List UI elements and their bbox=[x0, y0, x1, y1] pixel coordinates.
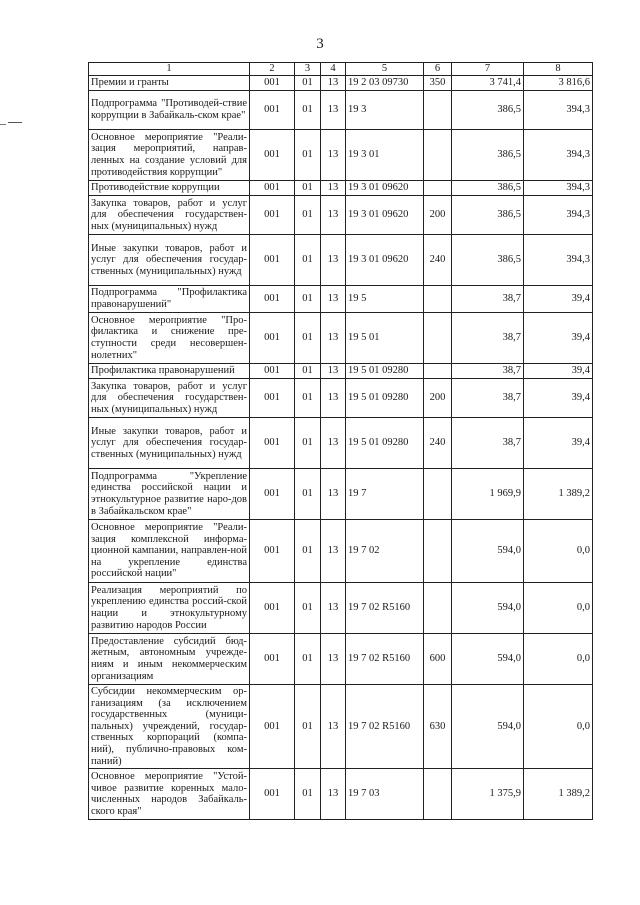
ministry-code-cell: 001 bbox=[250, 91, 295, 130]
ministry-code-cell: 001 bbox=[250, 520, 295, 583]
amount-year2-cell: 0,0 bbox=[524, 520, 593, 583]
column-header: 7 bbox=[452, 63, 524, 76]
ministry-code-cell: 001 bbox=[250, 583, 295, 634]
amount-year2-cell: 39,4 bbox=[524, 418, 593, 469]
amount-year2-cell: 394,3 bbox=[524, 181, 593, 196]
target-article-cell: 19 5 01 09280 bbox=[346, 418, 424, 469]
amount-year2-cell: 394,3 bbox=[524, 235, 593, 286]
table-row bbox=[89, 769, 593, 820]
amount-year2-cell: 3 816,6 bbox=[524, 76, 593, 91]
amount-year2-cell: 1 389,2 bbox=[524, 769, 593, 820]
expense-type-cell: 350 bbox=[424, 76, 452, 91]
column-header: 2 bbox=[250, 63, 295, 76]
amount-year2-cell: 39,4 bbox=[524, 313, 593, 364]
expense-type-cell: 200 bbox=[424, 196, 452, 235]
amount-year2-cell: 0,0 bbox=[524, 583, 593, 634]
section-cell: 01 bbox=[295, 469, 321, 520]
table-row bbox=[89, 379, 593, 418]
ministry-code-cell: 001 bbox=[250, 685, 295, 769]
amount-year1-cell: 38,7 bbox=[452, 418, 524, 469]
expense-type-cell bbox=[424, 313, 452, 364]
subsection-cell: 13 bbox=[321, 418, 346, 469]
ministry-code-cell: 001 bbox=[250, 76, 295, 91]
row-name-cell: Иные закупки товаров, работ и услуг для обеспечения государ-ственных (муниципальных) нужд bbox=[89, 418, 250, 469]
section-cell: 01 bbox=[295, 634, 321, 685]
ministry-code-cell: 001 bbox=[250, 379, 295, 418]
section-cell: 01 bbox=[295, 91, 321, 130]
subsection-cell: 13 bbox=[321, 181, 346, 196]
section-cell: 01 bbox=[295, 181, 321, 196]
target-article-cell: 19 5 01 09280 bbox=[346, 379, 424, 418]
table-row bbox=[89, 583, 593, 634]
section-cell: 01 bbox=[295, 76, 321, 91]
amount-year1-cell: 386,5 bbox=[452, 130, 524, 181]
page-number: 3 bbox=[316, 36, 324, 52]
section-cell: 01 bbox=[295, 418, 321, 469]
subsection-cell: 13 bbox=[321, 91, 346, 130]
section-cell: 01 bbox=[295, 313, 321, 364]
subsection-cell: 13 bbox=[321, 685, 346, 769]
target-article-cell: 19 5 01 bbox=[346, 313, 424, 364]
row-name-cell: Противодействие коррупции bbox=[89, 181, 250, 196]
row-name-cell: Закупка товаров, работ и услуг для обеспечения государствен-ных (муниципальных) нужд bbox=[89, 196, 250, 235]
row-name-cell: Реализация мероприятий по укреплению единства россий-ской нации и этнокультурному развитию народов России bbox=[89, 583, 250, 634]
subsection-cell: 13 bbox=[321, 634, 346, 685]
row-name-cell: Подпрограмма "Укрепление единства российской нации и этнокультурное развитие наро-дов в Забайкальском крае" bbox=[89, 469, 250, 520]
subsection-cell: 13 bbox=[321, 520, 346, 583]
expense-type-cell: 240 bbox=[424, 418, 452, 469]
amount-year1-cell: 1 375,9 bbox=[452, 769, 524, 820]
target-article-cell: 19 7 02 R5160 bbox=[346, 583, 424, 634]
table-row bbox=[89, 364, 593, 379]
section-cell: 01 bbox=[295, 130, 321, 181]
row-name-cell: Подпрограмма "Противодей-ствие коррупции в Забайкаль-ском крае" bbox=[89, 91, 250, 130]
ministry-code-cell: 001 bbox=[250, 634, 295, 685]
row-name-cell: Премии и гранты bbox=[89, 76, 250, 91]
table-row bbox=[89, 313, 593, 364]
expense-type-cell bbox=[424, 130, 452, 181]
expense-type-cell bbox=[424, 286, 452, 313]
amount-year2-cell: 0,0 bbox=[524, 685, 593, 769]
amount-year1-cell: 38,7 bbox=[452, 286, 524, 313]
subsection-cell: 13 bbox=[321, 130, 346, 181]
ministry-code-cell: 001 bbox=[250, 469, 295, 520]
row-name-cell: Иные закупки товаров, работ и услуг для обеспечения государ-ственных (муниципальных) нужд bbox=[89, 235, 250, 286]
table-row bbox=[89, 418, 593, 469]
section-cell: 01 bbox=[295, 364, 321, 379]
section-cell: 01 bbox=[295, 583, 321, 634]
table-row bbox=[89, 130, 593, 181]
table-row bbox=[89, 235, 593, 286]
ministry-code-cell: 001 bbox=[250, 196, 295, 235]
target-article-cell: 19 3 bbox=[346, 91, 424, 130]
expense-type-cell: 600 bbox=[424, 634, 452, 685]
amount-year2-cell: 39,4 bbox=[524, 286, 593, 313]
subsection-cell: 13 bbox=[321, 235, 346, 286]
ministry-code-cell: 001 bbox=[250, 181, 295, 196]
amount-year1-cell: 3 741,4 bbox=[452, 76, 524, 91]
target-article-cell: 19 3 01 09620 bbox=[346, 235, 424, 286]
table-row bbox=[89, 685, 593, 769]
expense-type-cell bbox=[424, 520, 452, 583]
subsection-cell: 13 bbox=[321, 76, 346, 91]
subsection-cell: 13 bbox=[321, 379, 346, 418]
target-article-cell: 19 7 03 bbox=[346, 769, 424, 820]
column-header: 1 bbox=[89, 63, 250, 76]
amount-year2-cell: 0,0 bbox=[524, 634, 593, 685]
column-header: 6 bbox=[424, 63, 452, 76]
amount-year2-cell: 394,3 bbox=[524, 196, 593, 235]
section-cell: 01 bbox=[295, 196, 321, 235]
ministry-code-cell: 001 bbox=[250, 364, 295, 379]
target-article-cell: 19 5 bbox=[346, 286, 424, 313]
column-header: 3 bbox=[295, 63, 321, 76]
amount-year1-cell: 594,0 bbox=[452, 685, 524, 769]
amount-year1-cell: 386,5 bbox=[452, 181, 524, 196]
amount-year1-cell: 386,5 bbox=[452, 196, 524, 235]
table-header-row bbox=[89, 63, 593, 76]
amount-year2-cell: 394,3 bbox=[524, 130, 593, 181]
amount-year1-cell: 38,7 bbox=[452, 313, 524, 364]
amount-year1-cell: 594,0 bbox=[452, 583, 524, 634]
table-row bbox=[89, 520, 593, 583]
subsection-cell: 13 bbox=[321, 313, 346, 364]
expense-type-cell: 630 bbox=[424, 685, 452, 769]
amount-year1-cell: 38,7 bbox=[452, 364, 524, 379]
amount-year1-cell: 594,0 bbox=[452, 634, 524, 685]
target-article-cell: 19 3 01 09620 bbox=[346, 196, 424, 235]
ministry-code-cell: 001 bbox=[250, 130, 295, 181]
expense-type-cell bbox=[424, 769, 452, 820]
target-article-cell: 19 7 02 R5160 bbox=[346, 685, 424, 769]
subsection-cell: 13 bbox=[321, 196, 346, 235]
section-cell: 01 bbox=[295, 235, 321, 286]
target-article-cell: 19 7 bbox=[346, 469, 424, 520]
expense-type-cell: 200 bbox=[424, 379, 452, 418]
subsection-cell: 13 bbox=[321, 769, 346, 820]
budget-table bbox=[88, 62, 593, 820]
column-header: 8 bbox=[524, 63, 593, 76]
amount-year2-cell: 39,4 bbox=[524, 364, 593, 379]
target-article-cell: 19 7 02 bbox=[346, 520, 424, 583]
row-name-cell: Основное мероприятие "Реали-зация комплексной информа-ционной кампании, направлен-ной на укрепление единства российской нации" bbox=[89, 520, 250, 583]
target-article-cell: 19 7 02 R5160 bbox=[346, 634, 424, 685]
table-body bbox=[89, 76, 593, 820]
expense-type-cell bbox=[424, 181, 452, 196]
row-name-cell: Предоставление субсидий бюд-жетным, автономным учрежде-ниям и иным некоммерческим организациям bbox=[89, 634, 250, 685]
subsection-cell: 13 bbox=[321, 364, 346, 379]
expense-type-cell bbox=[424, 469, 452, 520]
amount-year2-cell: 39,4 bbox=[524, 379, 593, 418]
row-name-cell: Основное мероприятие "Реали-зация мероприятий, направ-ленных на создание условий для противодействия коррупции" bbox=[89, 130, 250, 181]
column-header: 4 bbox=[321, 63, 346, 76]
ministry-code-cell: 001 bbox=[250, 235, 295, 286]
expense-type-cell: 240 bbox=[424, 235, 452, 286]
column-header: 5 bbox=[346, 63, 424, 76]
subsection-cell: 13 bbox=[321, 583, 346, 634]
ministry-code-cell: 001 bbox=[250, 769, 295, 820]
table-row bbox=[89, 181, 593, 196]
amount-year1-cell: 386,5 bbox=[452, 235, 524, 286]
ministry-code-cell: 001 bbox=[250, 313, 295, 364]
table-row bbox=[89, 286, 593, 313]
section-cell: 01 bbox=[295, 685, 321, 769]
margin-mark bbox=[8, 122, 22, 123]
expense-type-cell bbox=[424, 364, 452, 379]
row-name-cell: Основное мероприятие "Про-филактика и снижение пре-ступности среди несовершен-нолетних" bbox=[89, 313, 250, 364]
ministry-code-cell: 001 bbox=[250, 418, 295, 469]
target-article-cell: 19 3 01 bbox=[346, 130, 424, 181]
subsection-cell: 13 bbox=[321, 469, 346, 520]
section-cell: 01 bbox=[295, 379, 321, 418]
table-row bbox=[89, 469, 593, 520]
row-name-cell: Закупка товаров, работ и услуг для обеспечения государствен-ных (муниципальных) нужд bbox=[89, 379, 250, 418]
row-name-cell: Профилактика правонарушений bbox=[89, 364, 250, 379]
section-cell: 01 bbox=[295, 286, 321, 313]
section-cell: 01 bbox=[295, 520, 321, 583]
amount-year1-cell: 1 969,9 bbox=[452, 469, 524, 520]
amount-year1-cell: 38,7 bbox=[452, 379, 524, 418]
ministry-code-cell: 001 bbox=[250, 286, 295, 313]
row-name-cell: Субсидии некоммерческим ор-ганизациям (за исключением государственных (муници-пальных) учреждений, государ-ственных корпораций (компа-ний), публично-правовых ком-паний) bbox=[89, 685, 250, 769]
subsection-cell: 13 bbox=[321, 286, 346, 313]
target-article-cell: 19 3 01 09620 bbox=[346, 181, 424, 196]
section-cell: 01 bbox=[295, 769, 321, 820]
table-row bbox=[89, 196, 593, 235]
table-row bbox=[89, 91, 593, 130]
table-row bbox=[89, 76, 593, 91]
target-article-cell: 19 5 01 09280 bbox=[346, 364, 424, 379]
target-article-cell: 19 2 03 09730 bbox=[346, 76, 424, 91]
row-name-cell: Подпрограмма "Профилактика правонарушений" bbox=[89, 286, 250, 313]
table-row bbox=[89, 634, 593, 685]
expense-type-cell bbox=[424, 91, 452, 130]
amount-year1-cell: 594,0 bbox=[452, 520, 524, 583]
amount-year2-cell: 1 389,2 bbox=[524, 469, 593, 520]
margin-mark bbox=[0, 124, 6, 125]
amount-year1-cell: 386,5 bbox=[452, 91, 524, 130]
expense-type-cell bbox=[424, 583, 452, 634]
amount-year2-cell: 394,3 bbox=[524, 91, 593, 130]
row-name-cell: Основное мероприятие "Устой-чивое развитие коренных мало-численных народов Забайкаль-ского края" bbox=[89, 769, 250, 820]
